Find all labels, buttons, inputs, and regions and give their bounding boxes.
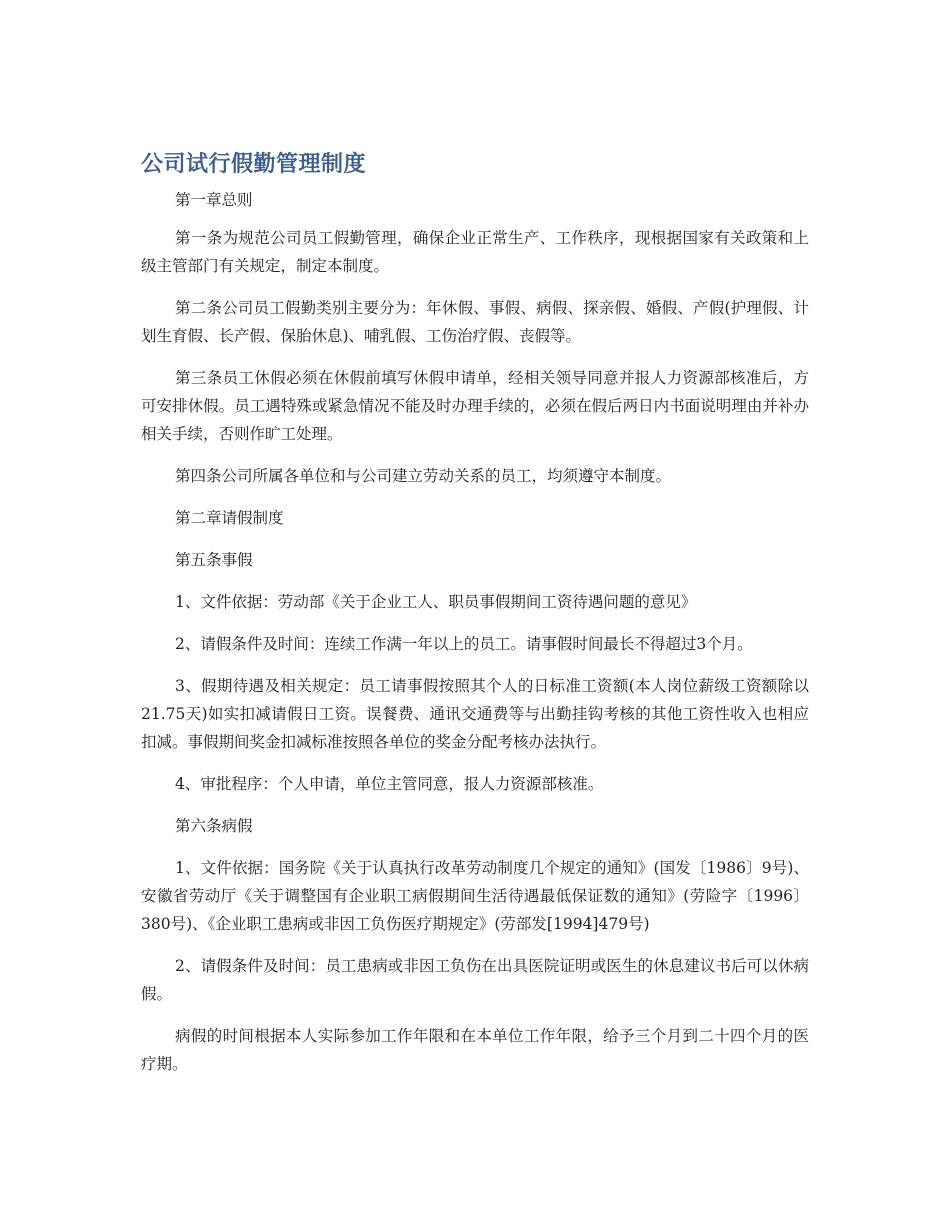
article-paragraph: 第二条公司员工假勤类别主要分为：年休假、事假、病假、探亲假、婚假、产假(护理假、计划生育假、长产假、保胎休息)、哺乳假、工伤治疗假、丧假等。 bbox=[141, 299, 809, 345]
article-paragraph: 第一条为规范公司员工假勤管理，确保企业正常生产、工作秩序，现根据国家有关政策和上级主管部门有关规定，制定本制度。 bbox=[141, 229, 809, 275]
document-title: 公司试行假勤管理制度 bbox=[141, 152, 367, 177]
clause-paragraph: 病假的时间根据本人实际参加工作年限和在本单位工作年限，给予三个月到二十四个月的医疗期。 bbox=[141, 1027, 809, 1073]
clause-paragraph: 1、文件依据：劳动部《关于企业工人、职员事假期间工资待遇问题的意见》 bbox=[175, 593, 697, 611]
article-heading: 第五条事假 bbox=[175, 551, 253, 569]
clause-paragraph: 4、审批程序：个人申请，单位主管同意，报人力资源部核准。 bbox=[175, 775, 604, 793]
clause-paragraph: 1、文件依据：国务院《关于认真执行改革劳动制度几个规定的通知》(国发〔1986〕9号)、安徽省劳动厅《关于调整国有企业职工病假期间生活待遇最低保证数的通知》(劳险字〔1996〕380号)、《企业职工患病或非因工负伤医疗期规定》(劳部发[1994]479号) bbox=[141, 859, 809, 933]
article-paragraph: 第三条员工休假必须在休假前填写休假申请单，经相关领导同意并报人力资源部核准后，方可安排休假。员工遇特殊或紧急情况不能及时办理手续的，必须在假后两日内书面说明理由并补办相关手续，否则作旷工处理。 bbox=[141, 369, 809, 443]
chapter-heading: 第二章请假制度 bbox=[175, 509, 284, 527]
clause-paragraph: 3、假期待遇及相关规定：员工请事假按照其个人的日标准工资额(本人岗位薪级工资额除以21.75天)如实扣减请假日工资。误餐费、通讯交通费等与出勤挂钩考核的其他工资性收入也相应扣减。事假期间奖金扣减标准按照各单位的奖金分配考核办法执行。 bbox=[141, 677, 809, 751]
article-paragraph: 第四条公司所属各单位和与公司建立劳动关系的员工，均须遵守本制度。 bbox=[175, 467, 672, 485]
clause-paragraph: 2、请假条件及时间：员工患病或非因工负伤在出具医院证明或医生的休息建议书后可以休病假。 bbox=[141, 957, 809, 1003]
article-heading: 第六条病假 bbox=[175, 817, 253, 835]
chapter-heading: 第一章总则 bbox=[175, 191, 253, 209]
document-body bbox=[141, 150, 809, 1092]
clause-paragraph: 2、请假条件及时间：连续工作满一年以上的员工。请事假时间最长不得超过3个月。 bbox=[175, 635, 753, 653]
